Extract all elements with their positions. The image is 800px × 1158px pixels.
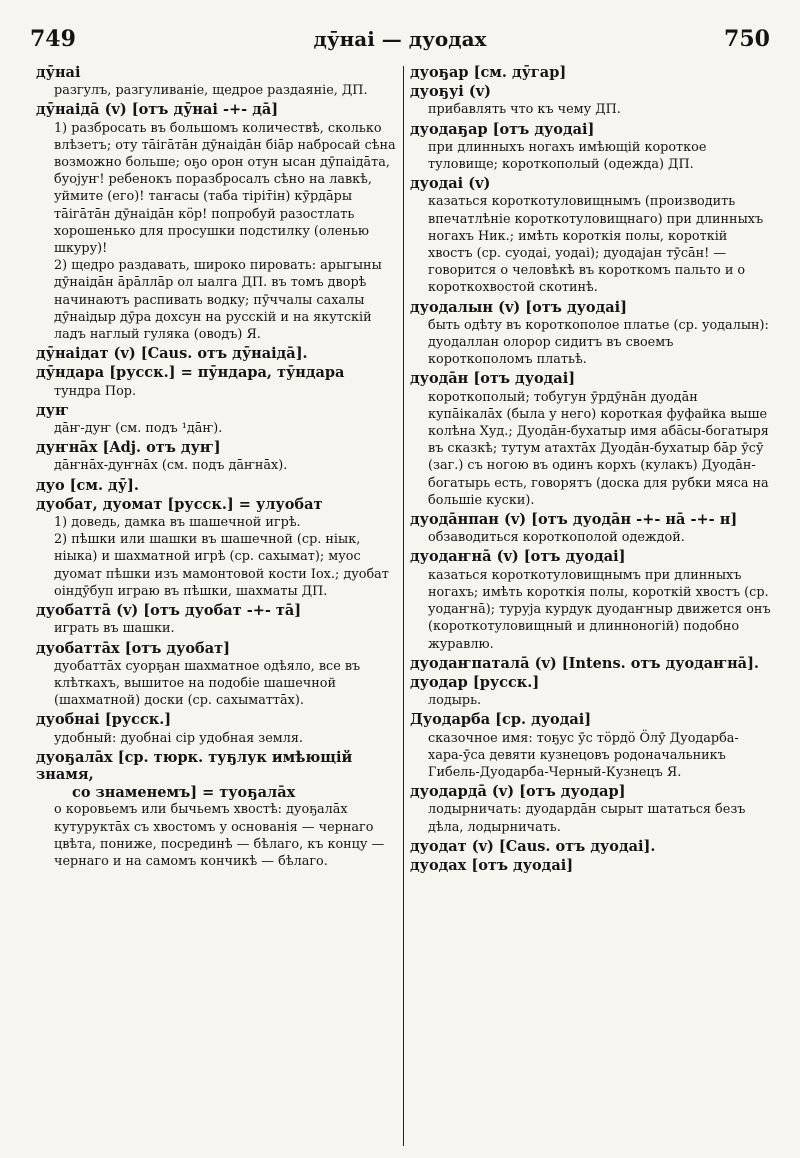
entry-headword: дуодар [русск.]: [410, 673, 540, 691]
entry-headword: дӯнаі: [36, 64, 81, 81]
entry-definition: тундра Пор.: [54, 383, 137, 399]
entry-definition: 1) доведь, дамка въ шашечной игрѣ.: [54, 515, 301, 531]
entry-definition: при длинныхъ ногахъ имѣющій короткое туловище; короткополый (одежда) ДП.: [428, 139, 707, 173]
dictionary-entry: [410, 299, 772, 369]
entry-definition: 2) щедро раздавать, широко пировать: арыгыны дӯнаідāн āрāллāр ол ыалга ДП. въ томъ дворѣ начинаютъ распивать водку; пӯччалы сахалы дӯнаідыр дӯра дохсун на русскій и на якутскій ладъ наглый гуляка (оводъ) Я.: [54, 258, 382, 343]
entry-headword: дуо [см. дӯ].: [36, 476, 139, 494]
entry-headword: дуоҕалāх [ср. тюрк. туҕлук имѣющій знамя,: [36, 748, 353, 783]
entry-definition: лодырничать: дуодардāн сырыт шататься безъ дѣла, лодырничать.: [428, 802, 746, 835]
dictionary-entry: [36, 64, 400, 99]
entry-headword: дуобаттā (v) [отъ дуобат -+- тā]: [36, 602, 302, 620]
entry-headword: Дуодарба [ср. дуодаі]: [410, 711, 592, 729]
entry-headword: дуодаҥпаталā (v) [Intens. отъ дуодаҥнā].: [410, 654, 759, 672]
dictionary-entry: [36, 711, 400, 746]
entry-definition: дуобаттāх суорҕан шахматное одѣяло, все въ клѣткахъ, вышитое на подобіе шашечной (шахматной) доски (ср. сахыматтāх).: [54, 658, 361, 709]
entry-headword: дуобаттāх [отъ дуобат]: [36, 639, 230, 657]
dictionary-entry: [410, 783, 772, 836]
entry-definition: разгулъ, разгуливаніе, щедрое раздаяніе, ДП.: [54, 83, 368, 99]
dictionary-entry: [410, 548, 772, 652]
entry-headword: дуҥнāх [Adj. отъ дуҥ]: [36, 439, 221, 457]
entry-headword: дуодалын (v) [отъ дуодаі]: [410, 298, 628, 316]
entry-headword-continuation: со знаменемъ] = туоҕалāх: [72, 784, 296, 802]
dictionary-entry: [410, 711, 772, 781]
dictionary-entry: [36, 345, 400, 362]
dictionary-entry: [410, 655, 772, 672]
page-header: [30, 22, 770, 56]
entry-headword: дуодах [отъ дуодаі]: [410, 856, 574, 874]
entry-headword: дуодардā (v) [отъ дуодар]: [410, 783, 626, 801]
entry-definition: казаться короткотуловищнымъ при длинныхъ ногахъ; имѣть короткія полы, короткій хвостъ (ср. уодаҥнā); туруjа курдук дуодаҥныр движется онъ (короткотуловищный и длинноногій) подобно журавлю.: [428, 567, 771, 652]
dictionary-entry: [410, 121, 772, 174]
entry-definition: лодырь.: [428, 693, 482, 709]
left-column: [36, 64, 400, 872]
entry-headword: дуодат (v) [Caus. отъ дуодаі].: [410, 837, 656, 855]
dictionary-entry: [36, 101, 400, 343]
entry-headword: дӯнаідат (v) [Caus. отъ дӯнаідā].: [36, 345, 308, 363]
dictionary-entry: [410, 838, 772, 855]
dictionary-entry: [410, 857, 772, 874]
entry-definition: прибавлять что къ чему ДП.: [428, 102, 621, 118]
entry-headword: дӯнаідā (v) [отъ дӯнаі -+- дā]: [36, 101, 279, 119]
entry-definition: играть въ шашки.: [54, 621, 175, 637]
right-page-number: 750: [724, 26, 770, 52]
entry-headword: дуодаі (v): [410, 175, 491, 193]
dictionary-entry: [410, 175, 772, 296]
dictionary-entry: [410, 674, 772, 709]
dictionary-entry: [36, 640, 400, 710]
entry-definition: казаться короткотуловищнымъ (производить впечатлѣніе короткотуловищнаго) при длинныхъ ногахъ Ник.; имѣть короткія полы, короткій хвостъ (ср. суодаі, уодаі); дуодаjан тӯсāн! — говорится о человѣкѣ въ короткомъ пальто и о короткохвостой скотинѣ.: [428, 194, 764, 296]
dictionary-entry: [36, 749, 400, 870]
entry-headword: дуоҕуі (v): [410, 83, 491, 101]
entry-definition: быть одѣту въ короткополое платье (ср. уодалын): дуодаллан олорор сидитъ въ своемъ короткополомъ платьѣ.: [428, 317, 769, 368]
dictionary-entry: [410, 83, 772, 118]
entry-definition: о коровьемъ или бычьемъ хвостѣ: дуоҕалāх кутуруктāх съ хвостомъ у основанія — чернаго цвѣта, пониже, посрединѣ — бѣлаго, къ концу — чернаго и на самомъ кончикѣ — бѣлаго.: [54, 802, 385, 869]
entry-definition: короткополый; тобугун ӯрдӯнāн дуодāн купāікалāх (была у него) короткая фуфайка выше колѣна Худ.; Дуодāн-бухатыр имя абāсы-богатыря въ сказкѣ; тутум атахтāх Дуодāн-бухатыр бāр ӯсӯ (заг.) съ ногою въ одинъ корхъ (кулакъ) Дуодāн-богатырь есть, говорятъ (доска для рубки мяса на большіе куски).: [428, 389, 769, 508]
entry-headword: дуобат, дуомат [русск.] = улуобат: [36, 495, 323, 513]
entry-headword: дуобнаі [русск.]: [36, 711, 172, 729]
entry-definition: сказочное имя: тоҕус ӯс тӧрдӧ Ӧлӯ Дуодарба-хара-ӯса девяти кузнецовъ родоначальникъ Гибель-Дуодарба-Черный-Кузнецъ Я.: [428, 730, 739, 780]
dictionary-entry: [36, 364, 400, 399]
entry-headword: дуодāн [отъ дуодаі]: [410, 370, 576, 388]
entry-headword: дуоҕар [см. дӯгар]: [410, 64, 567, 81]
entry-headword: дуодаҥнā (v) [отъ дуодаі]: [410, 548, 626, 566]
entry-headword: дуҥ: [36, 401, 69, 419]
dictionary-entry: [36, 402, 400, 437]
entry-headword: дӯндара [русск.] = пӯндара, тӯндара: [36, 364, 345, 382]
right-column: [410, 64, 772, 876]
left-page-number: 749: [30, 26, 76, 52]
entry-definition: дāҥнāх-дуҥнāх (см. подъ дāҥнāх).: [54, 458, 288, 474]
entry-definition: удобный: дуобнаі сір удобная земля.: [54, 730, 303, 746]
dictionary-entry: [36, 439, 400, 474]
dictionary-entry: [36, 477, 400, 494]
dictionary-entry: [36, 602, 400, 637]
entry-definition: дāҥ-дуҥ (см. подъ ¹дāҥ).: [54, 421, 223, 437]
running-title: дӯнаі — дуодах: [313, 27, 487, 51]
entry-definition: 1) разбросать въ большомъ количествѣ, сколько влѣзетъ; оту тāігāтāн дӯнаідāн біāр набросай сѣна возможно больше; оҕо орон отун ысан дӯпаідāта, буојуҥ! ребенокъ поразбросалъ сѣно на лавкѣ, уймите (его)! таҥасы (таба тіріт̄ін) кӯрдāры тāігāтāн дӯнаідāн кӧр! попробуй разостлать хорошенько для просушки подстилку (оленью шкуру)!: [54, 120, 396, 257]
entry-headword: дуодаҕар [отъ дуодаі]: [410, 120, 595, 138]
dictionary-entry: [410, 64, 772, 81]
entry-headword: дуодāнпан (v) [отъ дуодāн -+- нā -+- н]: [410, 511, 738, 529]
entry-definition: 2) пѣшки или шашки въ шашечной (ср. ніык, ніыка) и шахматной игрѣ (ср. сахымат); муос дуомат пѣшки изъ мамонтовой кости Іох.; дуобат оіндӯбуп играю въ пѣшки, шахматы ДП.: [54, 532, 389, 599]
dictionary-entry: [410, 370, 772, 509]
dictionary-entry: [410, 511, 772, 546]
column-divider: [403, 66, 404, 1146]
entry-definition: обзаводиться короткополой одеждой.: [428, 530, 685, 546]
dictionary-entry: [36, 496, 400, 600]
